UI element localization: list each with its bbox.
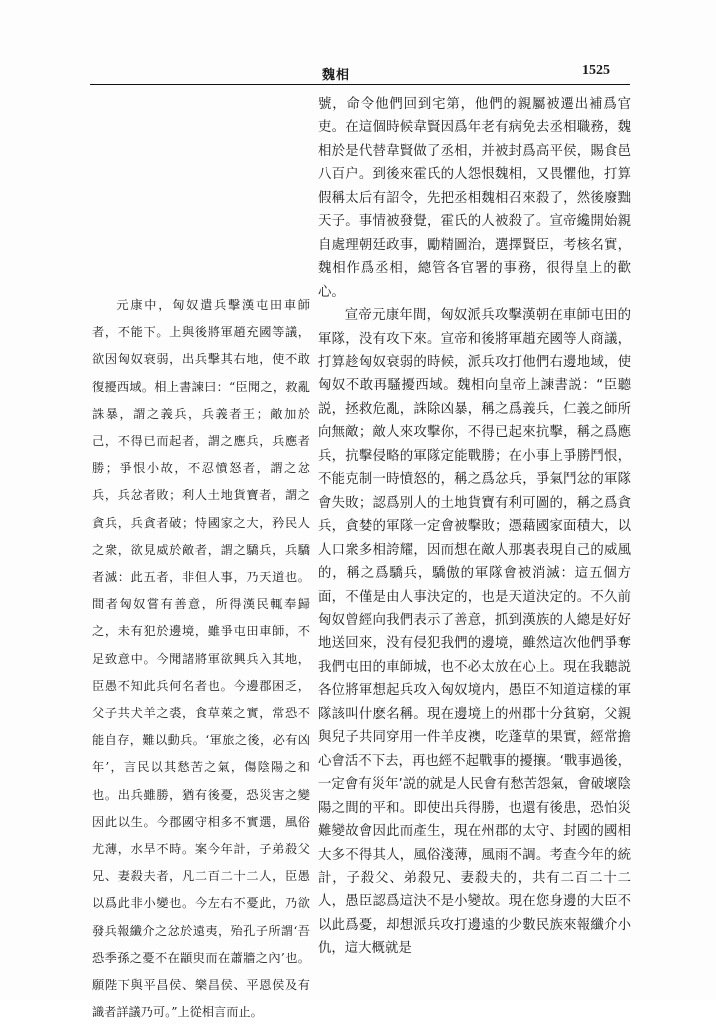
header-rule	[90, 84, 630, 85]
page-number: 1525	[582, 63, 610, 78]
running-header-title: 魏相	[322, 68, 351, 83]
translation-paragraph-2: 宣帝元康年間，匈奴派兵攻擊漢朝在車師屯田的軍隊，没有攻下來。宣帝和後將軍趙充國等人商議，打算趁匈奴衰弱的時候，派兵攻打他們右邊地域，使匈奴不敢再騷擾西域。魏相向皇帝上諫書説：“臣聽説，拯救危亂，誅除凶暴，稱之爲義兵，仁義之師所向無敵；敵人來攻擊你，不得已起來抗擊，稱之爲應兵，抗擊侵略的軍隊定能戰勝；在小事上爭勝鬥恨，不能克制一時憤怒的，稱之爲忿兵，爭氣鬥忿的軍隊會失敗；認爲别人的土地貨寶有利可圖的，稱之爲貪兵，貪婪的軍隊一定會被擊敗；憑藉國家面積大，以人口衆多相誇耀，因而想在敵人那裏表現自己的威風的，稱之爲驕兵，驕傲的軍隊會被消滅：這五個方面，不僅是由人事決定的，也是天道決定的。不久前匈奴曾經向我們表示了善意，抓到漢族的人總是好好地送回來，没有侵犯我們的邊境，雖然這次他們爭奪我們屯田的車師城，也不必太放在心上。現在我聽説各位將軍想起兵攻入匈奴境内，愚臣不知道這樣的軍隊該叫什麽名稱。現在邊境上的州郡十分貧窮，父親與兒子共同穿用一件羊皮襖，吃蓬草的果實，經常擔心會活不下去，再也經不起戰事的擾攘。‘戰事過後，一定會有災年’説的就是人民會有愁苦怨氣，會破壞陰陽之間的平和。即使出兵得勝，也還有後患，恐怕災難變故會因此而產生，現在州郡的太守、封國的國相大多不得其人，風俗淺薄，風雨不調。考查今年的統計，子殺父、弟殺兄、妻殺夫的，共有二百二十二人，愚臣認爲這決不是小變故。現在您身邊的大臣不以此爲憂，却想派兵攻打邊遠的少數民族來報纖介小仇，這大概就是	[318, 308, 631, 957]
classical-chinese-text: 元康中，匈奴遣兵擊漢屯田車師者，不能下。上與後將軍趙充國等議，欲因匈奴衰弱，出兵擊其右地，使不敢復擾西域。相上書諫曰：“臣聞之，救亂誅暴，謂之義兵，兵義者王；敵加於己，不得已而起者，謂之應兵，兵應者勝；爭恨小故，不忍憤怒者，謂之忿兵，兵忿者敗；利人土地貨寶者，謂之貪兵，兵貪者破；恃國家之大，矜民人之衆，欲見威於敵者，謂之驕兵，兵驕者滅：此五者，非但人事，乃天道也。間者匈奴嘗有善意，所得漢民輒奉歸之，未有犯於邊境，雖爭屯田車師，不足致意中。今聞諸將軍欲興兵入其地，臣愚不知此兵何名者也。今邊郡困乏，父子共犬羊之裘，食草萊之實，常恐不能自存，難以動兵。‘軍旅之後，必有凶年’，言民以其愁苦之氣，傷陰陽之和也。出兵雖勝，猶有後憂，恐災害之變因此以生。今郡國守相多不實選，風俗尤薄，水旱不時。案今年計，子弟殺父兄、妻殺夫者，凡二百二十二人，臣愚以爲此非小變也。今左右不憂此，乃欲發兵報纖介之忿於遠夷，殆孔子所謂‘吾恐季孫之憂不在顓臾而在蕭牆之內’也。願陛下與平昌侯、樂昌侯、平恩侯及有識者詳議乃可。”上從相言而止。	[92, 298, 310, 1020]
translation-paragraph-1: 號，命令他們回到宅第，他們的親屬被遷出補爲官吏。在這個時候韋賢因爲年老有病免去丞相職務，魏相於是代替韋賢做了丞相，并被封爲高平侯，賜食邑八百户。到後來霍氏的人怨恨魏相，又畏懼他，打算假稱太后有詔令，先把丞相魏相召來殺了，然後廢黜天子。事情被發覺，霍氏的人被殺了。宣帝纔開始親自處理朝廷政事，勵精圖治，選擇賢臣，考核名實，魏相作爲丞相，總管各官署的事務，很得皇上的歡心。	[318, 97, 631, 300]
translation-column	[318, 93, 631, 961]
